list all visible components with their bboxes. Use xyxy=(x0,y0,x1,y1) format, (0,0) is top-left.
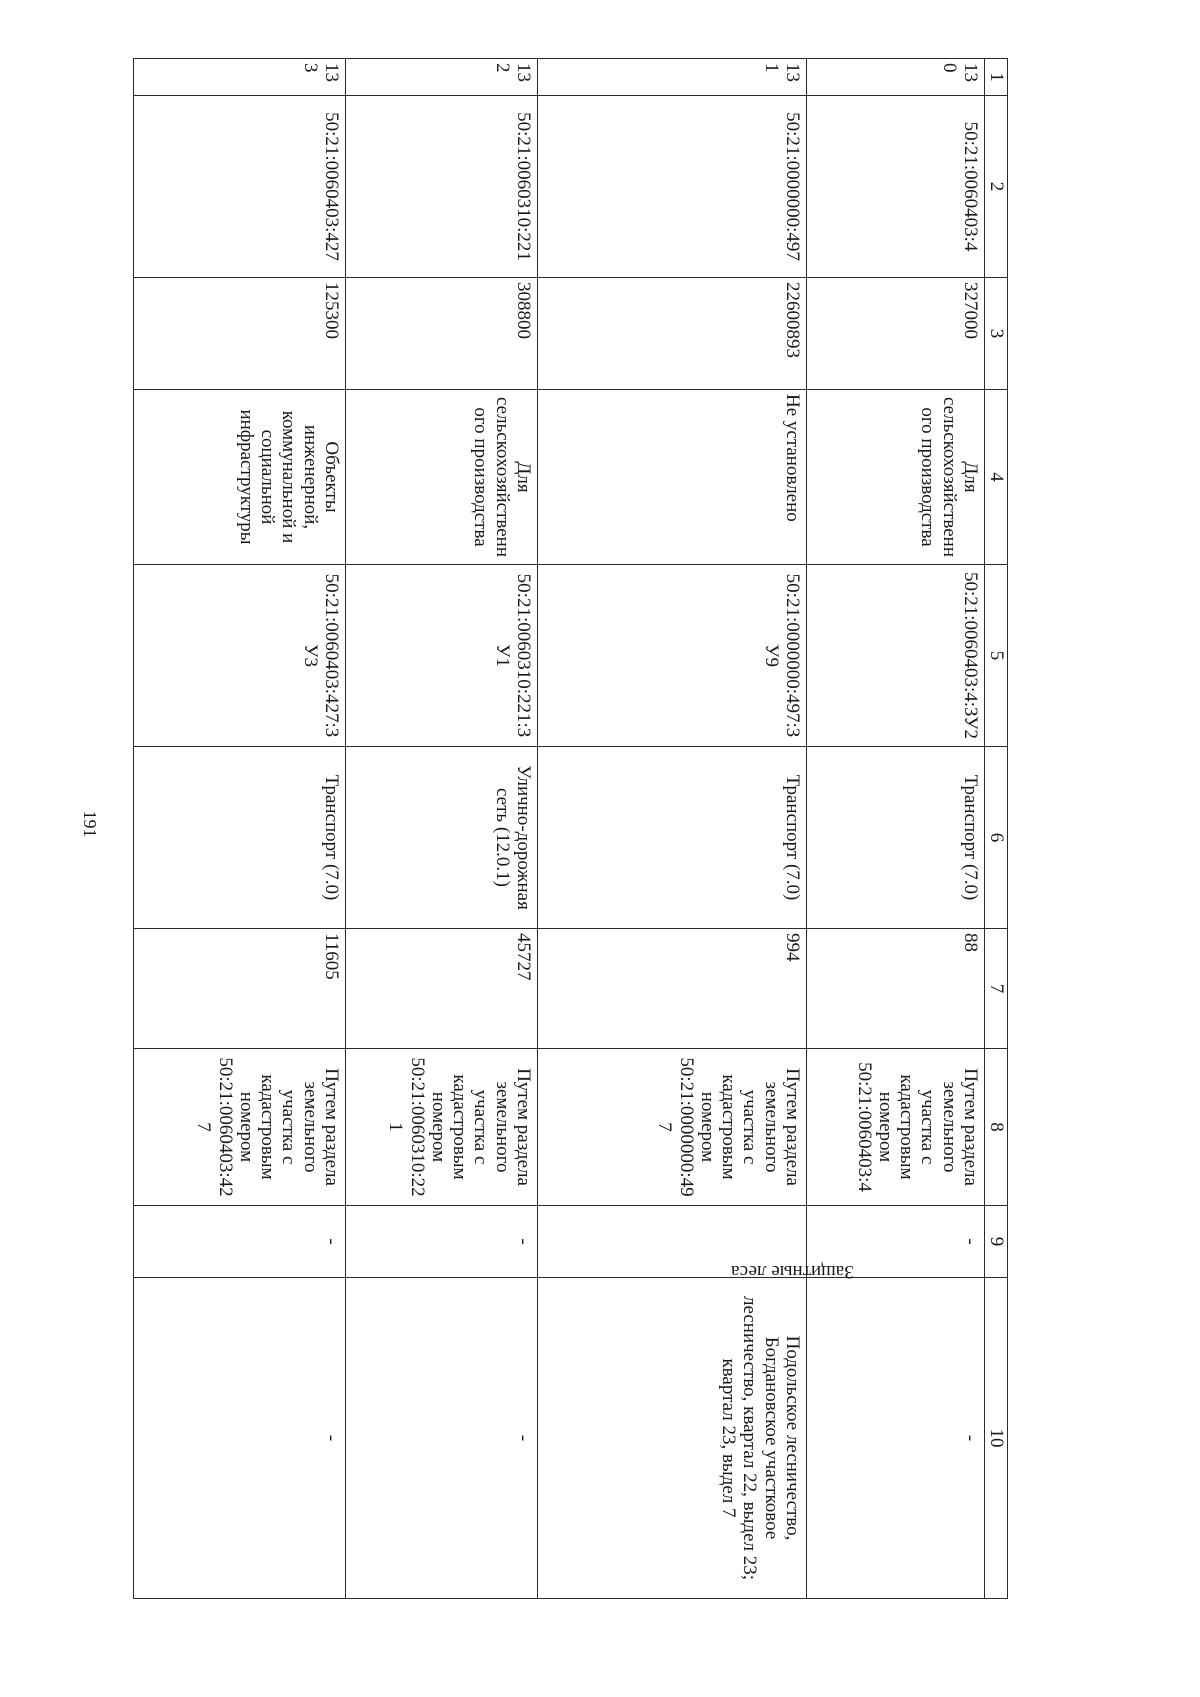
formation-method: Путем раздела земельного участка с кадастровым номером 50:21:0000000:497 xyxy=(538,1049,807,1206)
forest-category: - xyxy=(134,1206,346,1278)
column-number: 10 xyxy=(985,1278,1008,1599)
column-number: 7 xyxy=(985,929,1008,1049)
table-row xyxy=(807,59,985,1599)
new-permitted-use: Улично-дорожная сеть (12.0.1) xyxy=(346,747,538,929)
source-cadastral-number: 50:21:0060403:4 xyxy=(807,96,985,278)
permitted-use: Объекты инженерной, коммунальной и социальной инфраструктуры xyxy=(134,390,346,565)
new-permitted-use: Транспорт (7.0) xyxy=(538,747,807,929)
new-area: 994 xyxy=(538,929,807,1049)
permitted-use: Для сельскохозяйственного производства xyxy=(346,390,538,565)
formation-method: Путем раздела земельного участка с кадастровым номером 50:21:0060403:4 xyxy=(807,1049,985,1206)
column-number: 6 xyxy=(985,747,1008,929)
page-number: 191 xyxy=(80,810,100,838)
new-area: 88 xyxy=(807,929,985,1049)
column-number: 5 xyxy=(985,565,1008,747)
row-number: 130 xyxy=(807,59,985,96)
forestry-location: Подольское лесничество, Богдановское участковое лесничество, квартал 22, выдел 23; квартал 23, выдел 7 xyxy=(538,1278,807,1599)
forest-category: - xyxy=(807,1206,985,1278)
forestry-location: - xyxy=(134,1278,346,1599)
new-area: 11605 xyxy=(134,929,346,1049)
formation-method: Путем раздела земельного участка с кадастровым номером 50:21:0060403:427 xyxy=(134,1049,346,1206)
new-area: 45727 xyxy=(346,929,538,1049)
formation-method: Путем раздела земельного участка с кадастровым номером 50:21:0060310:221 xyxy=(346,1049,538,1206)
row-number: 131 xyxy=(538,59,807,96)
permitted-use: Для сельскохозяйственного производства xyxy=(807,390,985,565)
new-plot-designation: 50:21:0060403:4:ЗУ2 xyxy=(807,565,985,747)
column-number: 2 xyxy=(985,96,1008,278)
forest-category xyxy=(538,1206,854,1282)
new-plot-designation: 50:21:0060310:221:ЗУ1 xyxy=(346,565,538,747)
forest-category: - xyxy=(346,1206,538,1278)
row-number: 133 xyxy=(134,59,346,96)
permitted-use: Не установлено xyxy=(538,390,807,565)
row-number: 132 xyxy=(346,59,538,96)
new-permitted-use: Транспорт (7.0) xyxy=(807,747,985,929)
table-row xyxy=(538,59,807,1599)
new-plot-designation: 50:21:0000000:497:ЗУ9 xyxy=(538,565,807,747)
source-cadastral-number: 50:21:0000000:497 xyxy=(538,96,807,278)
table-row xyxy=(346,59,538,1599)
column-number-row xyxy=(985,59,1008,1599)
new-plot-designation: 50:21:0060403:427:ЗУ3 xyxy=(134,565,346,747)
source-cadastral-number: 50:21:0060310:221 xyxy=(346,96,538,278)
source-area: 22600893 xyxy=(538,278,807,390)
column-number: 3 xyxy=(985,278,1008,390)
forestry-location: - xyxy=(807,1278,985,1599)
source-area: 125300 xyxy=(134,278,346,390)
forest-category-label: Защитные леса xyxy=(731,1260,854,1282)
source-area: 308800 xyxy=(346,278,538,390)
table-row xyxy=(134,59,346,1599)
rotated-table-wrapper xyxy=(128,58,1008,1598)
new-permitted-use: Транспорт (7.0) xyxy=(134,747,346,929)
land-plot-table xyxy=(133,58,1008,1599)
forestry-location: - xyxy=(346,1278,538,1599)
column-number: 4 xyxy=(985,390,1008,565)
source-area: 327000 xyxy=(807,278,985,390)
column-number: 9 xyxy=(985,1206,1008,1278)
column-number: 8 xyxy=(985,1049,1008,1206)
source-cadastral-number: 50:21:0060403:427 xyxy=(134,96,346,278)
column-number: 1 xyxy=(985,59,1008,96)
